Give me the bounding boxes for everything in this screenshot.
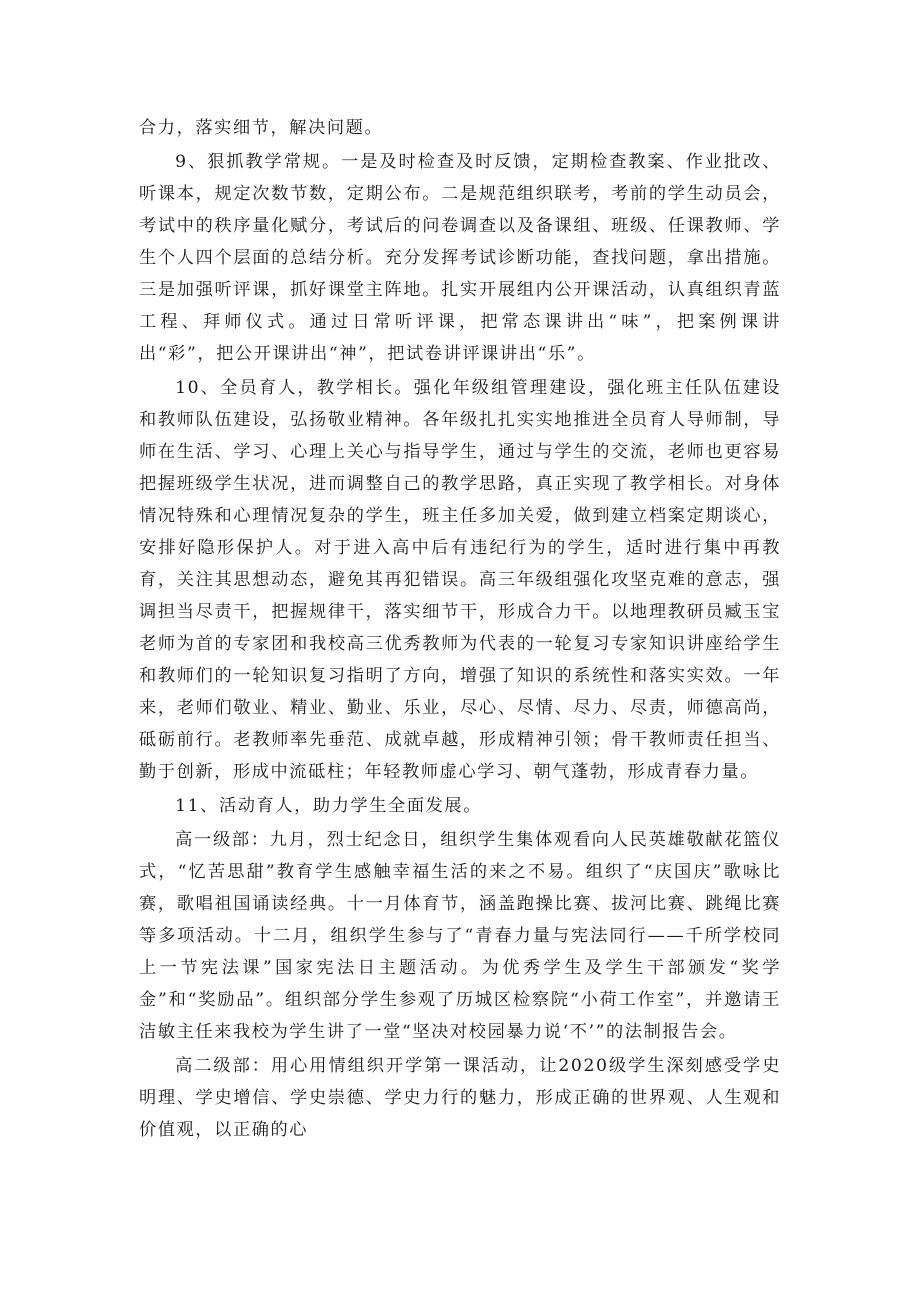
paragraph-item-11: 11、活动育人，助力学生全面发展。: [175, 796, 482, 816]
paragraph-grade-one: 高一级部：九月，烈士纪念日，组织学生集体观看向人民英雄敬献花篮仪式，“忆苦思甜”教育学生感触幸福生活的来之不易。组织了“庆国庆”歌咏比赛，歌唱祖国诵读经典。十一月体育节，涵盖跑操比赛、拔河比赛、跳绳比赛等多项活动。十二月，组织学生参与了“青春力量与宪法同行——千所学校同上一节宪法课”国家宪法日主题活动。为优秀学生及学生干部颁发“奖学金”和“奖励品”。组织部分学生参观了历城区检察院“小荷工作室”，并邀请王洁敏主任来我校为学生讲了一堂“坚决对校园暴力说‘不’”的法制报告会。: [139, 830, 781, 1042]
paragraph-item-9: 9、狠抓教学常规。一是及时检查及时反馈，定期检查教案、作业批改、听课本，规定次数节数，定期公布。二是规范组织联考，考前的学生动员会，考试中的秩序量化赋分，考试后的问卷调查以及备课组、班级、任课教师、学生个人四个层面的总结分析。充分发挥考试诊断功能，查找问题，拿出措施。三是加强听评课，抓好课堂主阵地。扎实开展组内公开课活动，认真组织青蓝工程、拜师仪式。通过日常听评课，把常态课讲出“味”，把案例课讲出“彩”，把公开课讲出“神”，把试卷讲评课讲出“乐”。: [139, 152, 781, 364]
document-body: [139, 112, 781, 1148]
paragraph-grade-two: 高二级部：用心用情组织开学第一课活动，让2020级学生深刻感受学史明理、学史增信、学史崇德、学史力行的魅力，形成正确的世界观、人生观和价值观，以正确的心: [139, 1056, 781, 1140]
paragraph-continuation: 合力，落实细节，解决问题。: [139, 118, 384, 138]
paragraph-item-10: 10、全员育人，教学相长。强化年级组管理建设，强化班主任队伍建设和教师队伍建设，弘扬敬业精神。各年级扎扎实实地推进全员育人导师制，导师在生活、学习、心理上关心与指导学生，通过与学生的交流，老师也更容易把握班级学生状况，进而调整自己的教学思路，真正实现了教学相长。对身体情况特殊和心理情况复杂的学生，班主任多加关爱，做到建立档案定期谈心，安排好隐形保护人。对于进入高中后有违纪行为的学生，适时进行集中再教育，关注其思想动态，避免其再犯错误。高三年级组强化攻坚克难的意志，强调担当尽责干，把握规律干，落实细节干，形成合力干。以地理教研员臧玉宝老师为首的专家团和我校高三优秀教师为代表的一轮复习专家知识讲座给学生和教师们的一轮知识复习指明了方向，增强了知识的系统性和落实实效。一年来，老师们敬业、精业、勤业、乐业，尽心、尽情、尽力、尽责，师德高尚，砥砺前行。老教师率先垂范、成就卓越，形成精神引领；骨干教师责任担当、勤于创新，形成中流砥柱；年轻教师虚心学习、朝气蓬勃，形成青春力量。: [139, 378, 781, 782]
